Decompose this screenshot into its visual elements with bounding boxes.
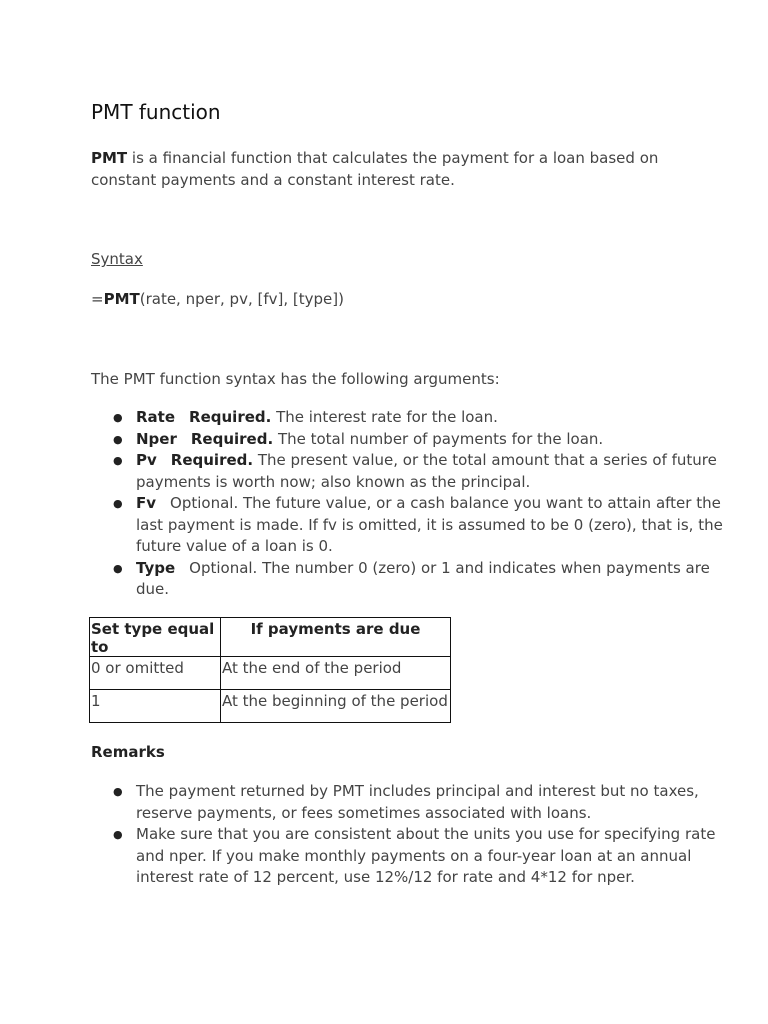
argument-name: Fv xyxy=(136,494,157,512)
table-cell: At the beginning of the period xyxy=(221,690,451,723)
table-header-cell: If payments are due xyxy=(221,618,451,657)
table-cell: 1 xyxy=(90,690,221,723)
table-cell: At the end of the period xyxy=(221,657,451,690)
type-table xyxy=(89,617,451,723)
remarks-heading: Remarks xyxy=(91,743,165,761)
table-row xyxy=(90,657,451,690)
table-header-row xyxy=(90,618,451,657)
intro-bold: PMT xyxy=(91,149,128,167)
argument-required: Required. xyxy=(189,408,272,426)
formula-prefix: = xyxy=(91,290,104,308)
argument-desc: The total number of payments for the loan. xyxy=(273,429,604,448)
argument-item-fv xyxy=(136,493,726,558)
argument-item-nper xyxy=(136,429,726,451)
argument-name: Type xyxy=(136,558,176,577)
argument-desc: Optional. The number 0 (zero) or 1 and indicates when payments are due. xyxy=(136,558,710,598)
argument-desc: The interest rate for the loan. xyxy=(271,408,498,426)
page-title: PMT function xyxy=(91,100,221,124)
argument-desc: Optional. The future value, or a cash balance you want to attain after the last payment is made. If fv is omitted, it is assumed to be 0 (zero), that is, the future value of a loan is 0. xyxy=(136,494,723,555)
remarks-list xyxy=(91,781,726,889)
argument-item-type xyxy=(136,558,726,601)
formula-name: PMT xyxy=(103,290,140,308)
remark-item: ● The payment returned by PMT includes principal and interest but no taxes, reserve payments, or fees sometimes associated with loans. xyxy=(136,781,726,824)
argument-desc: The present value, or the total amount that a series of future payments is worth now; also known as the principal. xyxy=(136,451,717,491)
arguments-intro: The PMT function syntax has the following arguments: xyxy=(91,370,500,388)
argument-name: Pv xyxy=(136,451,157,469)
syntax-formula xyxy=(91,288,691,310)
syntax-heading: Syntax xyxy=(91,250,143,268)
intro-paragraph xyxy=(91,147,691,191)
argument-required: Required. xyxy=(170,451,254,469)
argument-name: Nper xyxy=(136,429,177,448)
argument-item-rate xyxy=(136,407,726,429)
arguments-list xyxy=(91,407,726,601)
table-row xyxy=(90,690,451,723)
argument-name: Rate xyxy=(136,408,176,426)
formula-args: (rate, nper, pv, [fv], [type]) xyxy=(139,290,344,308)
table-cell: 0 or omitted xyxy=(90,657,221,690)
table-header-cell: Set type equal to xyxy=(90,618,221,657)
argument-item-pv xyxy=(136,450,726,493)
argument-required: Required. xyxy=(190,429,274,448)
remark-item: ● Make sure that you are consistent about the units you use for specifying rate and nper. If you make monthly payments on a four-year loan at an annual interest rate of 12 percent, use 12%/12 for rate and 4*12 for nper. xyxy=(136,824,726,889)
intro-text: is a financial function that calculates the payment for a loan based on constant payments and a constant interest rate. xyxy=(91,149,659,189)
